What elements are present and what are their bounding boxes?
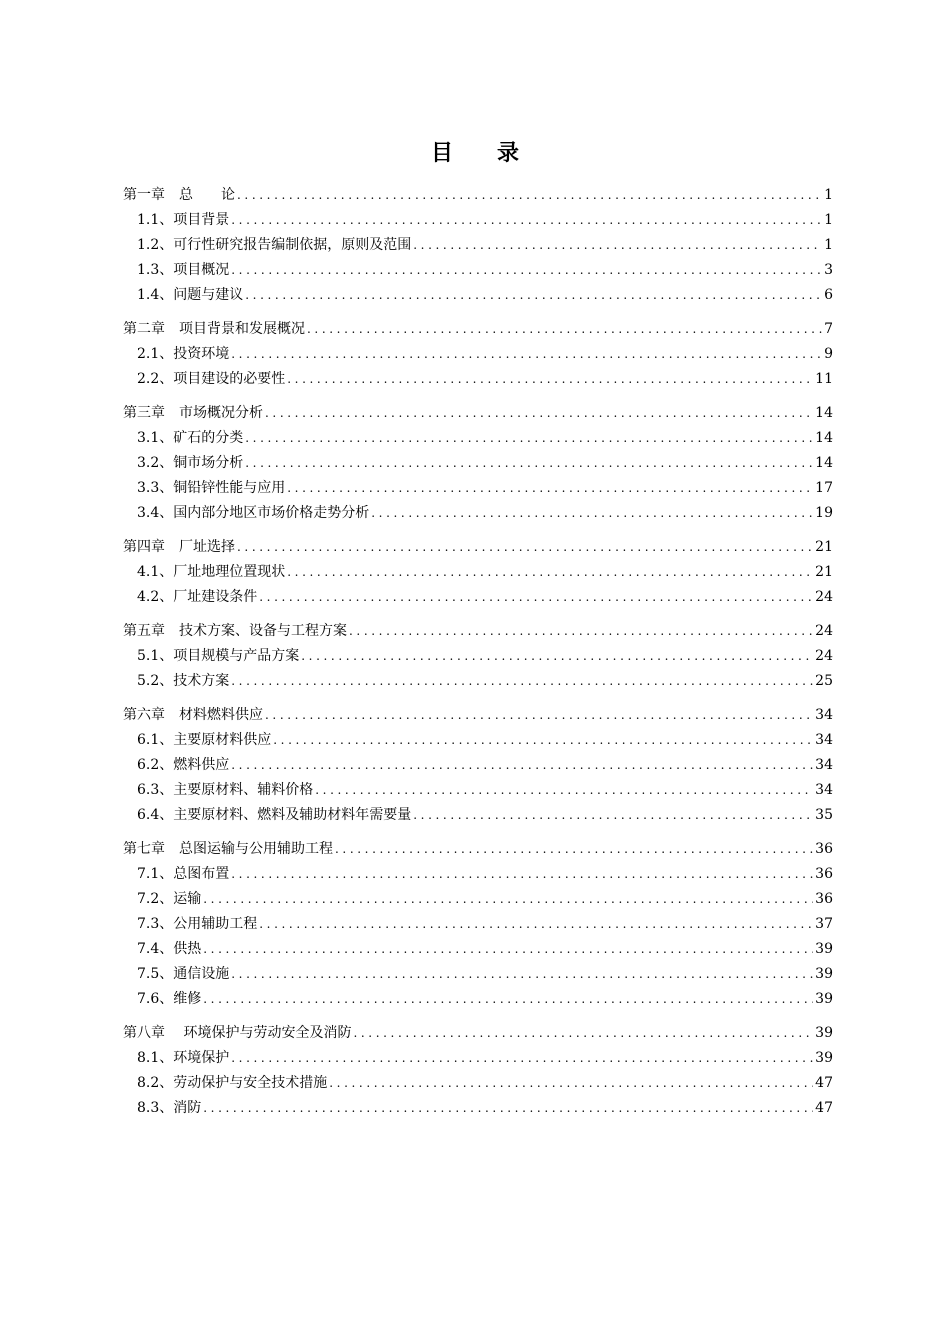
toc-section-entry[interactable] [123, 937, 833, 962]
toc-page-number: 24 [815, 648, 833, 664]
toc-page-number: 47 [815, 1100, 833, 1116]
toc-page-number: 36 [815, 866, 833, 882]
toc-page-number: 1 [824, 187, 833, 203]
dot-leader [265, 703, 813, 728]
toc-entry-label: 7.4、供热 [137, 941, 202, 957]
toc-entry-label: 第一章 总 论 [123, 187, 235, 203]
dot-leader [287, 560, 813, 585]
toc-page-number: 6 [824, 287, 833, 303]
toc-entry-label: 第六章 材料燃料供应 [123, 707, 263, 723]
dot-leader [413, 803, 813, 828]
toc-title: 目录 [430, 140, 563, 166]
toc-entry-label: 4.1、厂址地理位置现状 [137, 564, 286, 580]
toc-entry-label: 2.1、投资环境 [137, 346, 230, 362]
dot-leader [287, 476, 813, 501]
dot-leader [371, 501, 813, 526]
dot-leader [231, 208, 822, 233]
toc-page-number: 39 [815, 941, 833, 957]
toc-entry-label: 3.2、铜市场分析 [137, 455, 244, 471]
toc-entry-label: 7.6、维修 [137, 991, 202, 1007]
toc-entry-label: 第五章 技术方案、设备与工程方案 [123, 623, 347, 639]
toc-page-number: 36 [815, 891, 833, 907]
toc-page-number: 1 [824, 237, 833, 253]
dot-leader [273, 728, 813, 753]
toc-section-entry[interactable] [123, 987, 833, 1012]
table-of-contents [123, 183, 833, 1121]
toc-page-number: 21 [815, 564, 833, 580]
toc-page-number: 24 [815, 623, 833, 639]
dot-leader [231, 342, 822, 367]
toc-page-number: 21 [815, 539, 833, 555]
dot-leader [301, 644, 813, 669]
dot-leader [353, 1021, 813, 1046]
toc-section-entry[interactable] [123, 862, 833, 887]
toc-entry-label: 第二章 项目背景和发展概况 [123, 321, 305, 337]
toc-entry-label: 8.1、环境保护 [137, 1050, 230, 1066]
toc-chapter-entry[interactable] [123, 619, 833, 644]
toc-page-number: 34 [815, 732, 833, 748]
dot-leader [259, 912, 813, 937]
toc-page-number: 14 [815, 405, 833, 421]
toc-section-entry[interactable] [123, 669, 833, 694]
toc-page-number: 14 [815, 455, 833, 471]
toc-chapter-entry[interactable] [123, 317, 833, 342]
toc-page-number: 39 [815, 991, 833, 1007]
toc-section-entry[interactable] [123, 644, 833, 669]
toc-entry-label: 6.4、主要原材料、燃料及辅助材料年需要量 [137, 807, 412, 823]
dot-leader [231, 258, 822, 283]
dot-leader [265, 401, 813, 426]
dot-leader [203, 887, 813, 912]
toc-entry-label: 7.2、运输 [137, 891, 202, 907]
toc-entry-label: 1.1、项目背景 [137, 212, 230, 228]
dot-leader [231, 1046, 813, 1071]
toc-entry-label: 8.2、劳动保护与安全技术措施 [137, 1075, 328, 1091]
dot-leader [237, 183, 822, 208]
toc-entry-label: 1.4、问题与建议 [137, 287, 244, 303]
toc-page-number: 9 [824, 346, 833, 362]
toc-section-entry[interactable] [123, 1046, 833, 1071]
toc-entry-label: 4.2、厂址建设条件 [137, 589, 258, 605]
dot-leader [231, 862, 813, 887]
toc-entry-label: 6.3、主要原材料、辅料价格 [137, 782, 314, 798]
toc-entry-label: 1.3、项目概况 [137, 262, 230, 278]
dot-leader [287, 367, 813, 392]
dot-leader [203, 1096, 813, 1121]
toc-entry-label: 3.4、国内部分地区市场价格走势分析 [137, 505, 370, 521]
toc-page-number: 37 [815, 916, 833, 932]
dot-leader [245, 283, 822, 308]
toc-section-entry[interactable] [123, 1071, 833, 1096]
toc-section-entry[interactable] [123, 887, 833, 912]
dot-leader [203, 987, 813, 1012]
toc-section-entry[interactable] [123, 233, 833, 258]
toc-entry-label: 第八章 环境保护与劳动安全及消防 [123, 1025, 352, 1041]
toc-chapter-entry[interactable] [123, 535, 833, 560]
dot-leader [231, 669, 813, 694]
toc-page-number: 19 [815, 505, 833, 521]
toc-entry-label: 3.1、矿石的分类 [137, 430, 244, 446]
toc-section-entry[interactable] [123, 367, 833, 392]
toc-page-number: 7 [824, 321, 833, 337]
toc-entry-label: 第七章 总图运输与公用辅助工程 [123, 841, 333, 857]
toc-page-number: 17 [815, 480, 833, 496]
toc-entry-label: 2.2、项目建设的必要性 [137, 371, 286, 387]
toc-section-entry[interactable] [123, 426, 833, 451]
toc-chapter-entry[interactable] [123, 837, 833, 862]
dot-leader [307, 317, 822, 342]
toc-page-number: 39 [815, 966, 833, 982]
toc-entry-label: 6.2、燃料供应 [137, 757, 230, 773]
toc-entry-label: 7.3、公用辅助工程 [137, 916, 258, 932]
toc-section-entry[interactable] [123, 912, 833, 937]
toc-page-number: 1 [824, 212, 833, 228]
toc-entry-label: 第三章 市场概况分析 [123, 405, 263, 421]
toc-page-number: 35 [815, 807, 833, 823]
toc-section-entry[interactable] [123, 728, 833, 753]
toc-entry-label: 8.3、消防 [137, 1100, 202, 1116]
dot-leader [231, 753, 813, 778]
toc-section-entry[interactable] [123, 476, 833, 501]
toc-section-entry[interactable] [123, 501, 833, 526]
toc-page-number: 34 [815, 782, 833, 798]
toc-section-entry[interactable] [123, 258, 833, 283]
toc-page-number: 47 [815, 1075, 833, 1091]
toc-section-entry[interactable] [123, 451, 833, 476]
toc-section-entry[interactable] [123, 753, 833, 778]
dot-leader [237, 535, 813, 560]
dot-leader [203, 937, 813, 962]
toc-page-number: 14 [815, 430, 833, 446]
dot-leader [259, 585, 813, 610]
toc-chapter-entry[interactable] [123, 703, 833, 728]
toc-section-entry[interactable] [123, 208, 833, 233]
toc-page-number: 34 [815, 757, 833, 773]
dot-leader [335, 837, 813, 862]
toc-section-entry[interactable] [123, 803, 833, 828]
toc-entry-label: 7.5、通信设施 [137, 966, 230, 982]
toc-page-number: 24 [815, 589, 833, 605]
dot-leader [315, 778, 813, 803]
toc-entry-label: 3.3、铜铅锌性能与应用 [137, 480, 286, 496]
toc-section-entry[interactable] [123, 342, 833, 367]
toc-section-entry[interactable] [123, 778, 833, 803]
toc-chapter-entry[interactable] [123, 401, 833, 426]
dot-leader [349, 619, 813, 644]
dot-leader [245, 451, 813, 476]
toc-page-number: 11 [815, 371, 833, 387]
toc-page-number: 3 [824, 262, 833, 278]
toc-page-number: 39 [815, 1025, 833, 1041]
toc-page-number: 25 [815, 673, 833, 689]
toc-section-entry[interactable] [123, 560, 833, 585]
toc-chapter-entry[interactable] [123, 183, 833, 208]
dot-leader [329, 1071, 813, 1096]
dot-leader [231, 962, 813, 987]
toc-section-entry[interactable] [123, 962, 833, 987]
toc-page-number: 36 [815, 841, 833, 857]
toc-entry-label: 1.2、可行性研究报告编制依据，原则及范围 [137, 237, 412, 253]
toc-entry-label: 7.1、总图布置 [137, 866, 230, 882]
dot-leader [413, 233, 822, 258]
toc-section-entry[interactable] [123, 1096, 833, 1121]
toc-entry-label: 6.1、主要原材料供应 [137, 732, 272, 748]
toc-section-entry[interactable] [123, 283, 833, 308]
toc-entry-label: 第四章 厂址选择 [123, 539, 235, 555]
toc-entry-label: 5.1、项目规模与产品方案 [137, 648, 300, 664]
toc-page-number: 39 [815, 1050, 833, 1066]
toc-entry-label: 5.2、技术方案 [137, 673, 230, 689]
dot-leader [245, 426, 813, 451]
toc-chapter-entry[interactable] [123, 1021, 833, 1046]
toc-page-number: 34 [815, 707, 833, 723]
toc-section-entry[interactable] [123, 585, 833, 610]
